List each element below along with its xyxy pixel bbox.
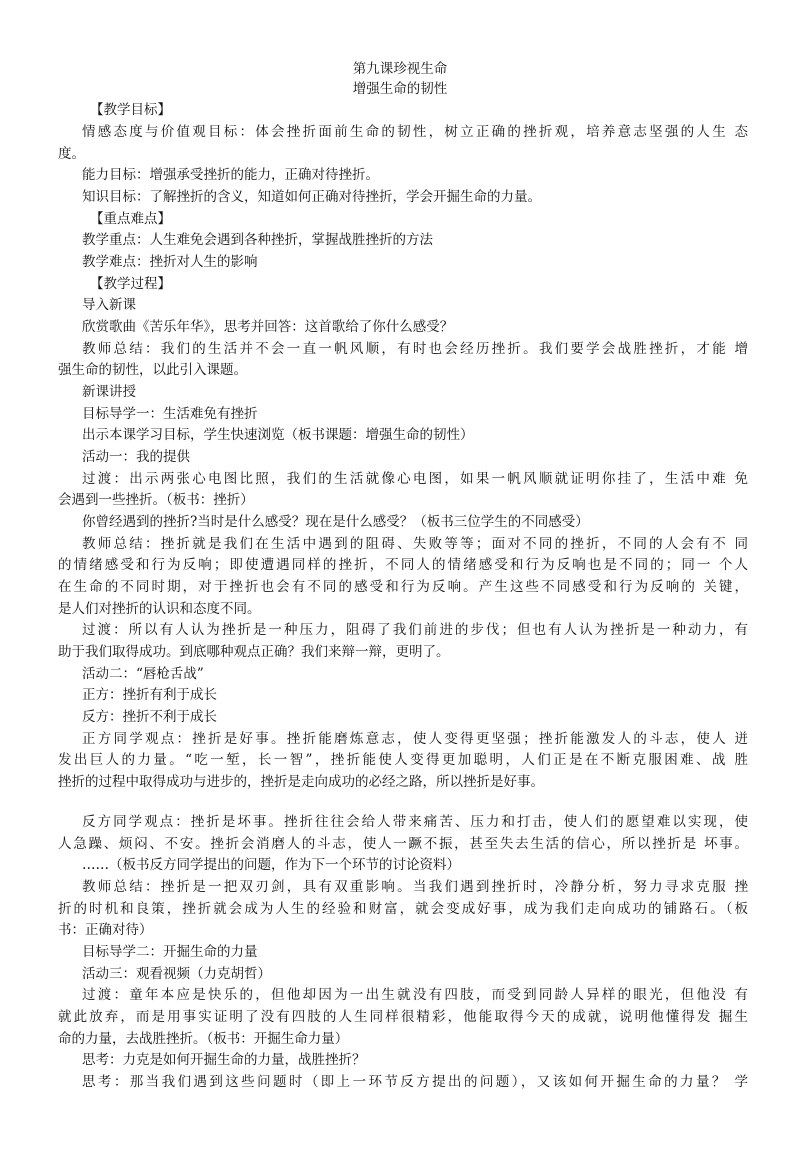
paragraph-line: 教学难点：挫折对人生的影响: [82, 254, 258, 270]
paragraph-line: 过渡：出示两张心电图比照，我们的生活就像心电图，如果一帆风顺就证明你挂了，生活中难 免: [82, 471, 748, 487]
paragraph-line: 教师总结：挫折是一把双刃剑，具有双重影响。当我们遇到挫折时，冷静分析，努力寻求克服 挫: [82, 879, 748, 895]
paragraph-line: 书：正确对待）: [58, 922, 153, 938]
lesson-title: 第九课珍视生命: [352, 61, 448, 77]
paragraph-line: 助于我们取得成功。到底哪种观点正确？我们来辩一辩，更明了。: [58, 644, 450, 660]
paragraph-line: 人急躁、烦闷、不安。挫折会消磨人的斗志，使人一蹶不振，甚至失去生活的信心，所以挫折是 坏事。: [58, 836, 748, 852]
paragraph-line: 正方：挫折有利于成长: [82, 687, 217, 703]
paragraph-line: 是人们对挫折的认识和态度不同。: [58, 601, 261, 617]
paragraph-line: 的情绪感受和行为反响；即使遭遇同样的挫折，不同人的情绪感受和行为反响也是不同的；同一 个人: [58, 557, 748, 573]
paragraph-line: 强生命的韧性，以此引入课题。: [58, 362, 247, 378]
paragraph-line: 知识目标：了解挫折的含义，知道如何正确对待挫折，学会开掘生命的力量。: [82, 189, 541, 205]
paragraph-line: 能力目标：增强承受挫折的能力，正确对待挫折。: [82, 167, 379, 183]
paragraph-line: 教师总结：挫折就是我们在生活中遇到的阻碍、失败等等；面对不同的挫折，不同的人会有不 同: [82, 536, 748, 552]
paragraph-line: 导入新课: [82, 297, 136, 313]
paragraph-line: 教师总结：我们的生活并不会一直一帆风顺，有时也会经历挫折。我们要学会战胜挫折，才能 增: [82, 341, 748, 357]
paragraph-line: 活动三：观看视频（力克胡哲）: [82, 966, 271, 982]
lesson-subtitle: 增强生命的韧性: [352, 81, 448, 97]
paragraph-line: 过渡：童年本应是快乐的，但他却因为一出生就没有四肢，而受到同龄人异样的眼光，但他没 有: [82, 987, 748, 1003]
paragraph-line: 反方同学观点：挫折是坏事。挫折往往会给人带来痛苦、压力和打击，使人们的愿望难以实现，使: [82, 814, 748, 830]
paragraph-line: 就此放弃，而是用事实证明了没有四肢的人生同样很精彩，他能取得今天的成就，说明他懂得发 掘生: [58, 1009, 748, 1025]
paragraph-line: 出示本课学习目标，学生快速浏览（板书课题：增强生命的韧性）: [82, 427, 474, 443]
paragraph-line: 活动二：“唇枪舌战”: [82, 666, 204, 682]
paragraph-line: 命的力量，去战胜挫折。（板书：开掘生命力量）: [58, 1031, 349, 1047]
heading-teaching-process: 【教学过程】: [90, 276, 171, 292]
paragraph-line: 思考：那当我们遇到这些问题时（即上一环节反方提出的问题），又该如何开掘生命的力量？ 学: [82, 1074, 748, 1090]
paragraph-line: 情感态度与价值观目标：体会挫折面前生命的韧性，树立正确的挫折观，培养意志坚强的人生 态: [82, 124, 748, 140]
paragraph-line: 度。: [58, 146, 85, 162]
paragraph-line: 新课讲授: [82, 384, 136, 400]
paragraph-line: 发出巨人的力量。“吃一堑，长一智”，挫折能使人变得更加聪明，人们正是在不断克服困难、战 胜: [58, 752, 748, 768]
heading-key-points: 【重点难点】: [90, 211, 171, 227]
heading-teaching-goals: 【教学目标】: [90, 102, 171, 118]
paragraph-line: 活动一：我的提供: [82, 449, 190, 465]
paragraph-line: 思考：力克是如何开掘生命的力量，战胜挫折？: [82, 1052, 366, 1068]
paragraph-line: 在生命的不同时期，对于挫折也会有不同的感受和行为反响。产生这些不同感受和行为反响的 关键，: [58, 579, 748, 595]
paragraph-line: 欣赏歌曲《苦乐年华》，思考并回答：这首歌给了你什么感受？: [82, 319, 454, 335]
paragraph-line: 挫折的过程中取得成功与进步的，挫折是走向成功的必经之路，所以挫折是好事。: [58, 774, 544, 790]
paragraph-line: 教学重点：人生难免会遇到各种挫折，掌握战胜挫折的方法: [82, 232, 433, 248]
paragraph-line: 反方：挫折不利于成长: [82, 709, 217, 725]
paragraph-line: 你曾经遇到的挫折?当时是什么感受？现在是什么感受？（板书三位学生的不同感受）: [82, 514, 589, 530]
paragraph-line: 会遇到一些挫折。（板书：挫折）: [58, 492, 254, 508]
paragraph-line: ……（板书反方同学提出的问题，作为下一个环节的讨论资料）: [82, 857, 460, 873]
paragraph-line: 过渡：所以有人认为挫折是一种压力，阻碍了我们前进的步伐；但也有人认为挫折是一种动力，有: [82, 622, 748, 638]
paragraph-line: 目标导学二：开掘生命的力量: [82, 944, 258, 960]
paragraph-line: 正方同学观点：挫折是好事。挫折能磨炼意志，使人变得更坚强；挫折能激发人的斗志，使人 迸: [82, 731, 748, 747]
paragraph-line: 目标导学一：生活难免有挫折: [82, 406, 258, 422]
paragraph-line: 折的时机和良策，挫折就会成为人生的经验和财富，就会变成好事，成为我们走向成功的铺路石。（板: [58, 901, 748, 917]
